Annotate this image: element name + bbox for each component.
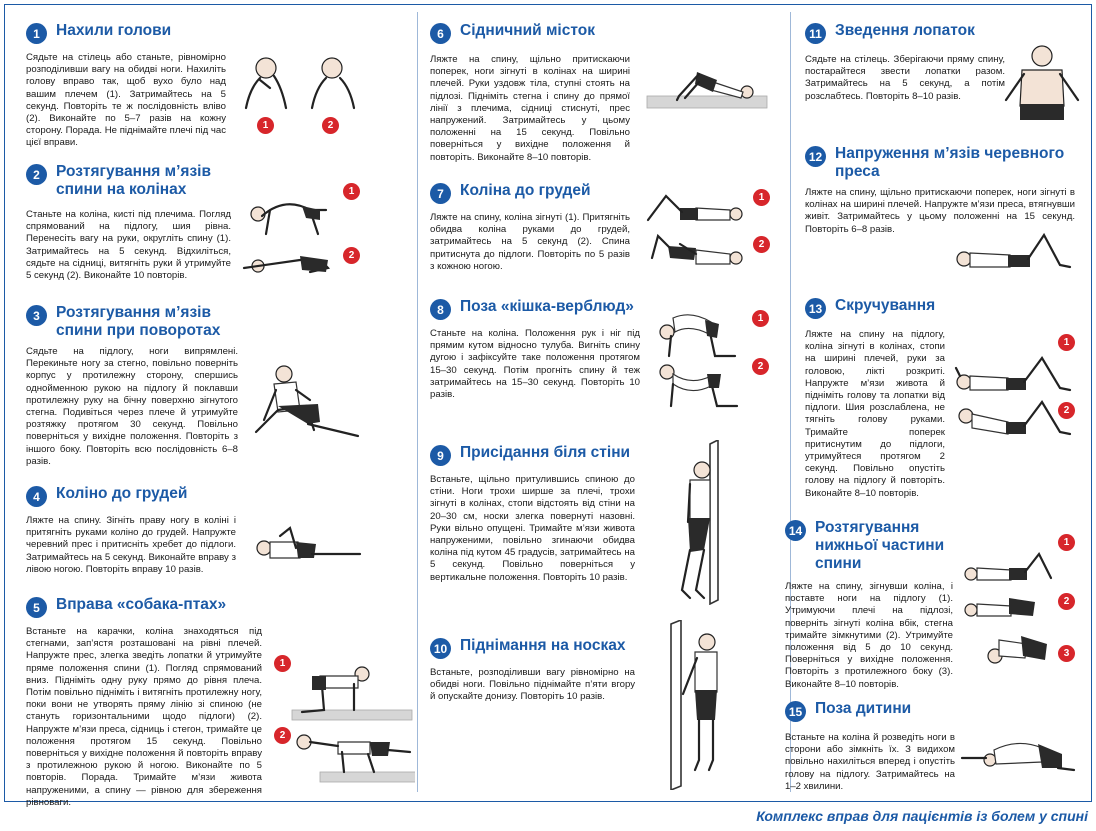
bird-dog-start-figure: [292, 667, 412, 720]
wall-squat-figure: [682, 440, 718, 604]
camel-pose-figure: [660, 365, 737, 406]
crunch-start-figure: [956, 358, 1070, 390]
step-badge: 1: [753, 189, 770, 206]
child-stretch-figure: [244, 256, 328, 272]
exercise-number: 7: [430, 183, 451, 204]
step-badge: 1: [1058, 534, 1075, 551]
exercise-description: Сядьте на стілець. Зберігаючи пряму спину, постарайтеся звести лопатки разом. Затримайтесь на 5 секунд, а потім розслабтесь. Повторіть 8–10 разів.: [805, 54, 1005, 102]
calf-raise-figure: [671, 620, 717, 790]
exercise-description: Ляжте на спину, коліна зігнуті (1). Притягніть обидва коліна руками до грудей, затримайтесь на 5 секунд (2). Спина притиснута до підлоги. Повторіть по 5 разів з кожною ногою.: [430, 212, 630, 272]
exercise-number: 6: [430, 23, 451, 44]
exercise-5: [26, 596, 262, 809]
exercise-title: Зведення лопаток: [835, 22, 975, 39]
exercise-description: Встаньте, розподіливши вагу рівномірно на обидві ноги. Повільно піднімайте п’яти вгору й опускайте донизу. Повторіть 10 разів.: [430, 667, 635, 703]
exercise-11-illustration: [1002, 40, 1082, 130]
exercise-9-illustration: [660, 440, 725, 610]
exercise-description: Сядьте на стілець або станьте, рівномірно розподіливши вагу на обидві ноги. Нахиліть голову вправо так, щоб вухо було над вашим плечем (1). Затримайтесь на 5 секунд. Повторіть те ж послідовність вліво (2). Виконайте по 5–7 разів на кожну сторону. Порада. Не піднімайте плечі під час цієї вправи.: [26, 52, 226, 149]
exercise-11: [805, 22, 1005, 103]
head-tilt-figure-left: [312, 58, 354, 108]
exercise-8-illustration: [655, 312, 745, 417]
exercise-title: Вправа «собака-птах»: [56, 596, 227, 613]
glute-bridge-figure: [647, 72, 767, 108]
exercise-title: Розтягування м’язів спини на колінах: [56, 163, 212, 198]
exercise-title: Піднімання на носках: [460, 637, 626, 654]
exercise-2: [26, 163, 231, 282]
exercise-title: Присідання біля стіни: [460, 444, 631, 461]
seated-twist-figure: [256, 366, 358, 436]
cat-pose-figure: [660, 315, 735, 356]
exercise-12: [805, 145, 1080, 236]
exercise-8: [430, 298, 640, 401]
exercise-number: 4: [26, 486, 47, 507]
exercise-9: [430, 444, 635, 584]
exercise-13: [805, 297, 945, 500]
exercise-description: Встаньте на карачки, коліна знаходяться під стегнами, зап’ястя розташовані на рівні плечей. Напружте прес, злегка зведіть лопатки й утримуйте пряме положення спини (1). Погляд спрямований вниз. Підніміть одну руку прямо до рівня плеча. Потім повільно підніміть і витягніть протилежну ногу, поки вони не утворять пряму лінію зі спиною (не стануть горизонтальними щодо підлоги) (2). Напружте м’язи преса, сідниць і стегон, тримайте це положення протягом 15 секунд. Повільно поверніться у вихідне положення й повторіть вправу з протилежною рукою й ногою. Виконайте по 5 повторів. Порада. Тримайте м’язи живота напруженими, а спину — рівною для збереження рівноваги.: [26, 626, 262, 808]
step-badge: 1: [274, 655, 291, 672]
exercise-number: 8: [430, 299, 451, 320]
lower-back-stretch-start-figure: [965, 554, 1051, 580]
exercise-number: 15: [785, 701, 806, 722]
step-badge: 2: [274, 727, 291, 744]
step-badge: 1: [257, 117, 274, 134]
child-pose-figure: [962, 743, 1074, 770]
exercise-description: Ляжте на спину, щільно притискаючи поперек, ноги зігнуті в колінах на ширині плечей. Руки уздовж тіла, ступні стоять на підлозі. Підніміть стегна і спину до прямої лінії з плечима, сідниці стиснуті, прес напружений. Затримайтесь у цьому положенні на 15 секунд. Повільно поверніться у вихідне положення й повторіть. Виконайте 8–10 повторів.: [430, 54, 630, 163]
exercise-number: 10: [430, 638, 451, 659]
exercise-1-illustration: [240, 48, 370, 123]
exercise-3: [26, 304, 238, 468]
exercise-title: Розтягування нижньої частини спини: [815, 519, 945, 572]
step-badge: 2: [343, 247, 360, 264]
exercise-description: Сядьте на підлогу, ноги випрямлені. Перекиньте ногу за стегно, повільно поверніть корпус у протилежну сторону, спершись однойменною рукою на підлогу й поклавши протилежну руку на бічну поверхню зігнутого стегна. Подивіться через плече й утримуйте розтяжку протягом 30 секунд. Повільно поверніться у вихідне положення. Повторіть з іншого боку. Повторіть всю послідовність 6–8 разів.: [26, 346, 238, 467]
exercise-3-illustration: [248, 360, 363, 450]
exercise-6: [430, 22, 630, 164]
exercise-number: 12: [805, 146, 826, 167]
kneeling-arch-figure: [251, 204, 326, 234]
exercise-12-illustration: [950, 225, 1075, 280]
exercise-title: Сідничний місток: [460, 22, 595, 39]
exercise-number: 2: [26, 164, 47, 185]
head-tilt-figure-right: [246, 58, 286, 108]
exercise-1: [26, 22, 226, 150]
shoulder-blade-squeeze-figure: [1006, 46, 1078, 120]
column-divider: [417, 12, 418, 792]
exercise-description: Ляжте на спину на підлогу, коліна зігнуті в колінах, стопи на ширині плечей, руки за головою, лікті розкриті. Напружте м’язи живота й підніміть голову та лопатки від підлоги. Шия розслаблена, не тягніть голову руками. Тримайте поперек притиснутим до підлоги, утримуйтеся протягом 2 секунд. Повільно опустіть голову на підлогу й повторіть. Виконайте 8–10 повторів.: [805, 329, 945, 499]
exercise-title: Поза «кішка-верблюд»: [460, 298, 634, 315]
exercise-number: 5: [26, 597, 47, 618]
exercise-15-illustration: [958, 728, 1078, 788]
exercise-description: Ляжте на спину. Зігніть праву ногу в коліні і притягніть руками коліно до грудей. Напружте черевний прес і притисніть хребет до підлоги. Затримайтесь на 5 секунд. Виконайте вправу з лівою ногою. Повторіть вправу 10 разів.: [26, 515, 236, 575]
exercise-title: Скручування: [835, 297, 936, 314]
step-badge: 2: [1058, 402, 1075, 419]
exercise-4: [26, 485, 236, 576]
step-badge: 1: [343, 183, 360, 200]
exercise-title: Коліна до грудей: [460, 182, 591, 199]
exercise-14: [785, 519, 953, 691]
exercise-description: Станьте на коліна, кисті під плечима. Погляд спрямований на підлогу, шия рівна. Перенесіть вагу на руки, округліть спину (1). Затримайтесь на 5 секунд. Відхиліться, сядьте на сідниці, витягніть руки й утримуйте 5 секунд (2). Виконайте 10 повторів.: [26, 209, 231, 282]
exercise-13-illustration: [950, 348, 1075, 448]
exercise-10-illustration: [665, 620, 730, 795]
step-badge: 1: [752, 310, 769, 327]
step-badge: 2: [322, 117, 339, 134]
exercise-2-illustration: [240, 188, 340, 288]
exercise-description: Ляжте на спину, щільно притискаючи поперек, ноги зігнуті в колінах на ширині плечей. Напружте м’язи преса, втягнувши живіт. Затримайтесь у цьому положенні на 15 секунд. Повторіть 6–8 разів.: [805, 187, 1075, 235]
exercise-number: 14: [785, 520, 806, 541]
step-badge: 1: [1058, 334, 1075, 351]
footer-caption: Комплекс вправ для пацієнтів із болем у спині: [756, 808, 1088, 824]
lower-back-stretch-twist-figure: [965, 598, 1035, 616]
lower-back-stretch-other-side-figure: [988, 636, 1047, 663]
step-badge: 2: [752, 358, 769, 375]
step-badge: 2: [1058, 593, 1075, 610]
exercise-14-illustration: [955, 540, 1055, 685]
exercise-description: Встаньте, щільно притулившись спиною до стіни. Ноги трохи ширше за плечі, трохи зігнуті в колінах, стопи відстоять від стіни на 20–30 см, носки злегка повернуті назовні. Руки вільно опущені. Тримайте м’язи живота напруженими, повільно згинаючи обидва коліна під кутом 45 градусів, затримайтесь на 5 секунд. Повільно поверніться у вертикальне положення. Повторіть 10 разів.: [430, 474, 635, 583]
exercise-15: [785, 700, 955, 793]
knee-to-chest-figure: [257, 528, 360, 558]
exercise-description: Встаньте на коліна й розведіть ноги в сторони або зімкніть їх. З видихом повільно нахиліться вперед і опустіть голову на підлогу. Затримайтесь на 1–2 хвилини.: [785, 732, 955, 792]
exercise-number: 9: [430, 445, 451, 466]
step-badge: 2: [753, 236, 770, 253]
exercise-7: [430, 182, 630, 273]
knees-to-chest-figure: [652, 236, 742, 264]
step-badge: 3: [1058, 645, 1075, 662]
exercise-6-illustration: [637, 62, 777, 122]
exercise-number: 3: [26, 305, 47, 326]
exercise-description: Ляжте на спину, зігнувши коліна, і поставте ноги на підлогу (1). Утримуючи плечі на підлозі, поверніть зігнуті коліна вбік, стегна тримайте зімкнутими (2). Утримуйте положення від 5 до 10 секунд. Поверніться у вихідне положення. Повторіть з протилежного боку (3). Виконайте 8–10 повторів.: [785, 581, 953, 690]
exercise-4-illustration: [250, 518, 365, 573]
exercise-title: Коліно до грудей: [56, 485, 188, 502]
exercise-5-illustration: [290, 660, 415, 790]
exercise-number: 13: [805, 298, 826, 319]
abdominal-brace-figure: [957, 235, 1070, 267]
exercise-description: Станьте на коліна. Положення рук і ніг під прямим кутом відносно тулуба. Вигніть спину дугою і зафіксуйте таке положення протягом 15–30 секунд. Потім прогніть спину й теж затримайтесь на 15–30 секунд. Повторіть 10 разів.: [430, 328, 640, 401]
exercise-title: Поза дитини: [815, 700, 912, 717]
exercise-7-illustration: [640, 188, 745, 278]
exercise-10: [430, 637, 635, 704]
bird-dog-extended-figure: [297, 735, 415, 782]
exercise-number: 11: [805, 23, 826, 44]
exercise-title: Розтягування м’язів спини при поворотах: [56, 304, 221, 339]
crunch-raised-figure: [959, 402, 1070, 434]
exercise-number: 1: [26, 23, 47, 44]
exercise-title: Напруження м’язів черевного преса: [835, 145, 1065, 180]
knees-bent-lying-figure: [648, 196, 742, 220]
exercise-title: Нахили голови: [56, 22, 172, 39]
